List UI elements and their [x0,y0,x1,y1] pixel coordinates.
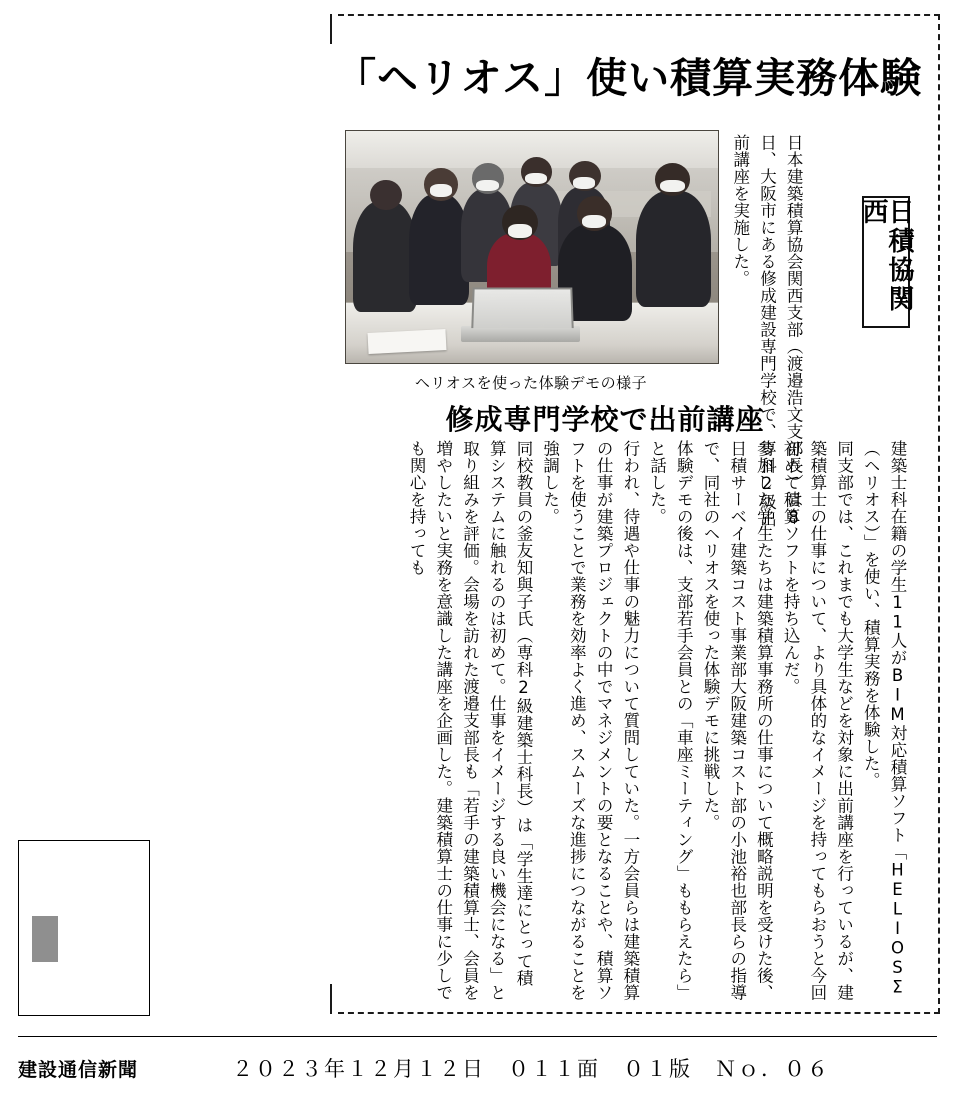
article-column: 同校教員の釜友知與子氏（専科2級建築士科長）は「学生達にとって積算システムに触れるのは初めて。仕事をイメージする良い機会になる」と取り組みを評価。会場を訪れた渡邉支部長も「若手の建築積算士、会員を増やしたいと実務を意識した講座を企画した。建築積算士の仕事に少しでも関心を持っても [407,440,533,1001]
article-column: 行われ、待遇や仕事の魅力について質問していた。一方会員らは建築積算の仕事が建築プロジェクトの中でマネジメントの要となることや、積算ソフトを使うことで業務を効率よく進め、スムーズな進捗につながることを強調した。 [540,440,640,1001]
photo-person-4-mask [525,173,547,185]
clip-dashed-right-edge [938,14,940,1014]
article-body [336,440,910,1005]
photo-caption: ヘリオスを使った体験デモの様子 [414,374,648,392]
photo-person-1-head [370,180,402,210]
article-column: 体験デモの後は、支部若手会員との「車座ミーティング」ももらえたら」と話した。 [647,440,694,1001]
masthead-label-box [858,196,914,328]
footer-divider [18,1036,937,1037]
article-lead-paragraph: 日本建築積算協会関西支部（渡邉浩文支部長）は8日、大阪市にある修成建設専門学校で、専科2級出前講座を実施した。 [730,134,804,528]
clip-left-edge-top [330,14,332,44]
photo-instructor-mask [582,215,606,229]
corner-gray-swatch [32,916,58,962]
article-subhead: 修成専門学校で出前講座 [445,403,765,436]
photo-person-5-mask [573,177,595,189]
masthead-label-text: 日積協関西 [858,198,914,314]
photo-person-6 [636,191,710,307]
article-headline: 「ヘリオス」使い積算実務体験 [335,54,923,102]
photo-person-2 [409,194,469,305]
article-column: 建築士科在籍の学生11人がBIM対応積算ソフト「HELIOSΣ（ヘリオス）」を使い、積算実務を体験した。 [861,440,907,997]
clip-dashed-bottom-edge [338,1012,940,1014]
photo-laptop-screen [472,287,574,328]
photo-person-6-mask [660,180,684,193]
corner-placeholder-box [18,840,150,1016]
photo-person-2-mask [430,184,452,197]
photo-seated-student-mask [508,224,532,238]
clip-dashed-top-edge [338,14,940,16]
clip-left-edge-bottom [330,984,332,1014]
page-footer [18,1048,937,1088]
article-column: 参加した学生たちは建築積算事務所の仕事について概略説明を受けた後、日積サーベイ建築コスト事業部大阪建築コスト部の小池裕也部長らの指導で、同社のヘリオスを使った体験デモに挑戦した。 [700,440,774,1001]
footer-issue-info: ２０２３年１２月１２日 ０１１面 ０１版 Ｎｏ．０６ [232,1057,831,1081]
article-column: 同支部では、これまでも大学生などを対象に出前講座を行っているが、建築積算士の仕事について、より具体的なイメージを持ってもらおうと今回初めて積算ソフトを持ち込んだ。 [781,440,854,1001]
footer-paper-name: 建設通信新聞 [18,1058,139,1081]
photo-document-on-desk [368,329,447,354]
article-photo [345,130,719,364]
article-photo-block [345,130,717,393]
photo-person-1 [353,201,416,312]
photo-person-3-mask [476,180,498,192]
